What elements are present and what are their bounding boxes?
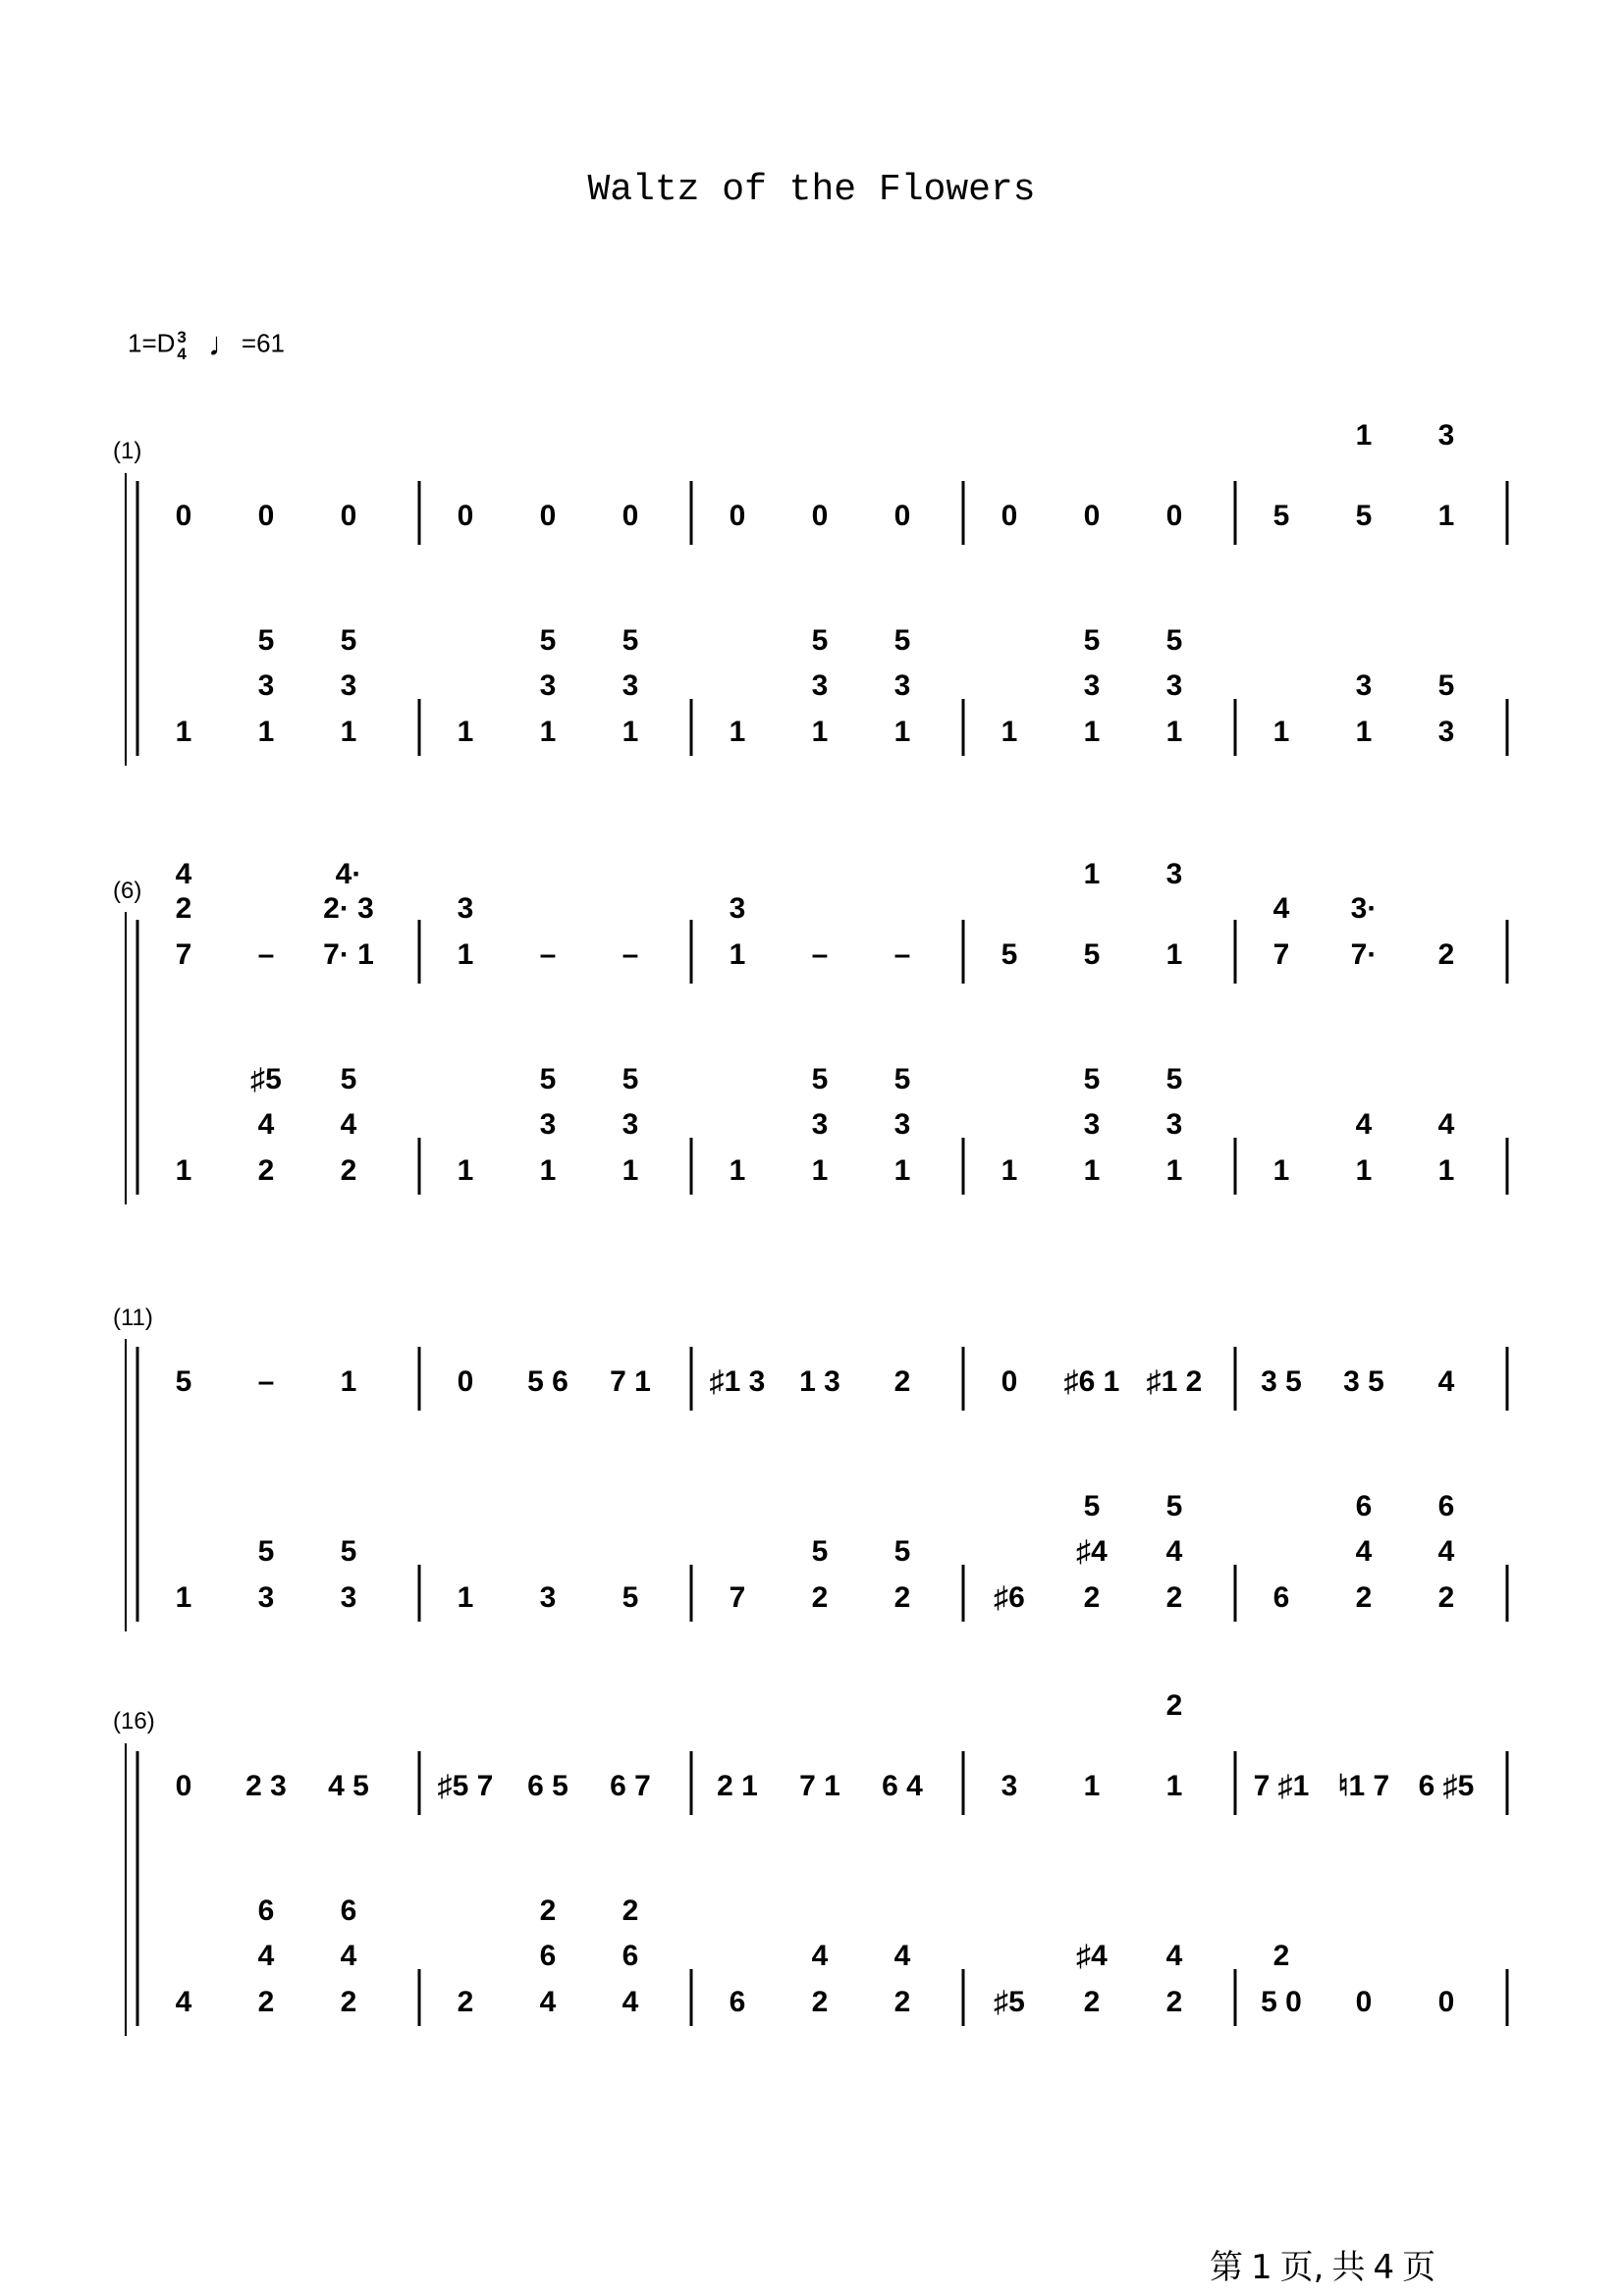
bass-note: 1 [1001, 716, 1018, 748]
time-signature-top: 3 [177, 327, 187, 347]
bass-note: ♯6 [994, 1581, 1025, 1614]
tempo: =61 [241, 328, 285, 358]
lower-top-note: 5 [1165, 1490, 1183, 1522]
upper-note: ♯6 1 [1063, 1365, 1120, 1398]
bass-note: 5 [622, 1581, 639, 1614]
lower-mid-note: 4 [340, 1108, 357, 1141]
upper-mid-note: 3· [1350, 892, 1378, 925]
bass-note: 2 [1437, 1581, 1455, 1614]
bass-note: 1 [811, 716, 829, 748]
footer-post: 页 [1402, 2248, 1436, 2287]
upper-note: – [539, 938, 557, 971]
score-title: Waltz of the Flowers [587, 169, 1036, 211]
upper-top-note: 3 [1437, 419, 1455, 452]
upper-note: 3 5 [1261, 1365, 1302, 1398]
bass-note: 1 [457, 716, 474, 748]
lower-mid-note: 3 [811, 1108, 829, 1141]
bass-note: 1 [340, 716, 357, 748]
bass-note: 0 [1437, 1986, 1455, 2018]
bass-note: 2 [1165, 1986, 1183, 2018]
page-footer [1210, 2240, 1443, 2288]
upper-note: 5 [1355, 500, 1373, 532]
upper-top-note: 4 [175, 858, 192, 890]
lower-top-note: 5 [622, 624, 639, 657]
upper-top-note: 2 [1165, 1689, 1183, 1722]
lower-top-note: 5 [1165, 624, 1183, 657]
lower-mid-note: 5 [340, 1535, 357, 1568]
bass-note: 1 [622, 1154, 639, 1187]
bass-note: 1 [1165, 716, 1183, 748]
bass-note: 1 [1272, 716, 1290, 748]
lower-mid-note: 3 [1083, 1108, 1101, 1141]
upper-note: – [257, 938, 275, 971]
bass-note: 6 [1272, 1581, 1290, 1614]
upper-note: 7· [1350, 938, 1378, 971]
lower-mid-note: 4 [811, 1940, 829, 1972]
lower-top-note: 5 [1083, 624, 1101, 657]
lower-mid-note: 6 [539, 1940, 557, 1972]
bass-note: 0 [1355, 1986, 1373, 2018]
time-signature-bottom: 4 [177, 344, 187, 363]
bass-note: 1 [1165, 1154, 1183, 1187]
upper-note: 0 [811, 500, 829, 532]
lower-mid-note: 3 [1355, 669, 1373, 702]
upper-note: 0 [539, 500, 557, 532]
lower-mid-note: 5 [811, 1535, 829, 1568]
footer-total-word: 共 [1331, 2248, 1366, 2287]
upper-mid-note: 4 [1272, 892, 1290, 925]
upper-note: 5 [1001, 938, 1018, 971]
lower-top-note: 6 [340, 1895, 357, 1927]
upper-note: 4 5 [328, 1770, 369, 1802]
lower-top-note: 5 [1083, 1490, 1101, 1522]
upper-note: 1 [457, 938, 474, 971]
system-label-1: (1) [113, 438, 142, 464]
lower-top-note: 5 [539, 1063, 557, 1095]
upper-note: 0 [1083, 500, 1101, 532]
bass-note: 1 [257, 716, 275, 748]
upper-note: 1 [1165, 1770, 1183, 1802]
upper-note: 0 [257, 500, 275, 532]
lower-mid-note: 5 [257, 1535, 275, 1568]
upper-note: ♯1 3 [709, 1365, 766, 1398]
upper-note: 1 [1165, 938, 1183, 971]
bass-note: 1 [175, 1154, 192, 1187]
system-label-3: (11) [113, 1305, 153, 1331]
upper-note: 7 1 [799, 1770, 840, 1802]
bass-note: 1 [893, 1154, 911, 1187]
lower-mid-note: 4 [257, 1940, 275, 1972]
lower-mid-note: 4 [1355, 1108, 1373, 1141]
upper-note: 6 7 [610, 1770, 651, 1802]
footer-pre: 第 [1210, 2248, 1243, 2287]
bass-note: 1 [1001, 1154, 1018, 1187]
upper-note: 0 [340, 500, 357, 532]
bass-note: 1 [1083, 716, 1101, 748]
bass-note: 1 [729, 716, 746, 748]
upper-note: ♯1 2 [1146, 1365, 1203, 1398]
bass-note: 2 [1083, 1986, 1101, 2018]
lower-top-note: 5 [811, 1063, 829, 1095]
lower-mid-note: 3 [1165, 669, 1183, 702]
lower-mid-note: 3 [811, 669, 829, 702]
upper-note: 5 [1272, 500, 1290, 532]
bass-note: 1 [1272, 1154, 1290, 1187]
upper-note: 1 [1437, 500, 1455, 532]
lower-top-note: 5 [622, 1063, 639, 1095]
lower-mid-note: 3 [893, 1108, 911, 1141]
upper-note: 4 [1437, 1365, 1455, 1398]
lower-mid-note: 4 [1165, 1535, 1183, 1568]
upper-note: 0 [175, 1770, 192, 1802]
upper-mid-note: 2· 3 [323, 892, 374, 925]
system-label-4: (16) [113, 1708, 155, 1735]
bass-note: 2 [893, 1986, 911, 2018]
bass-note: 1 [1437, 1154, 1455, 1187]
lower-mid-note: 4 [257, 1108, 275, 1141]
bass-note: 6 [729, 1986, 746, 2018]
bass-note: ♯5 [994, 1986, 1025, 2018]
lower-mid-note: 4 [1165, 1940, 1183, 1972]
upper-note: 7 [175, 938, 192, 971]
upper-note: 5 6 [527, 1365, 568, 1398]
upper-note: 2 [893, 1365, 911, 1398]
lower-top-note: 6 [257, 1895, 275, 1927]
bass-note: 2 [457, 1986, 474, 2018]
upper-note: 1 3 [799, 1365, 840, 1398]
bass-note: 1 [1355, 716, 1373, 748]
upper-note: 2 1 [717, 1770, 758, 1802]
lower-top-note: 5 [340, 624, 357, 657]
upper-note: 0 [1165, 500, 1183, 532]
lower-mid-note: 3 [1083, 669, 1101, 702]
upper-note: ♯5 7 [437, 1770, 494, 1802]
upper-mid-note: 3 [729, 892, 746, 925]
upper-note: 6 ♯5 [1418, 1770, 1475, 1802]
upper-note: – [622, 938, 639, 971]
lower-mid-note: 3 [622, 1108, 639, 1141]
upper-mid-note: 2 [175, 892, 192, 925]
upper-note: 1 [1083, 1770, 1101, 1802]
bass-note: 5 0 [1261, 1986, 1302, 2018]
lower-top-note: 2 [539, 1895, 557, 1927]
lower-mid-note: 3 [1165, 1108, 1183, 1141]
upper-note: 3 [1001, 1770, 1018, 1802]
upper-note: 2 [1437, 938, 1455, 971]
upper-note: 7 [1272, 938, 1290, 971]
quarter-note-icon: ♩ [207, 326, 242, 363]
key-signature: 1=D [128, 328, 176, 358]
lower-top-note: 5 [1165, 1063, 1183, 1095]
lower-top-note: 5 [257, 624, 275, 657]
bass-note: 2 [257, 1154, 275, 1187]
upper-note: 2 3 [245, 1770, 287, 1802]
bass-note: 3 [340, 1581, 357, 1614]
bass-note: 1 [729, 1154, 746, 1187]
upper-note: 7 1 [610, 1365, 651, 1398]
system-label-2: (6) [113, 878, 142, 904]
upper-note: – [893, 938, 911, 971]
bass-note: 2 [811, 1581, 829, 1614]
lower-top-note: 2 [622, 1895, 639, 1927]
upper-note: ♮1 7 [1337, 1770, 1390, 1802]
upper-note: – [257, 1365, 275, 1398]
bass-note: 7 [729, 1581, 746, 1614]
upper-note: 3 5 [1343, 1365, 1384, 1398]
upper-note: 0 [175, 500, 192, 532]
lower-mid-note: 4 [340, 1940, 357, 1972]
upper-note: 0 [622, 500, 639, 532]
lower-top-note: 5 [811, 624, 829, 657]
lower-mid-note: 5 [1437, 669, 1455, 702]
upper-note: 1 [729, 938, 746, 971]
lower-top-note: ♯5 [250, 1063, 282, 1095]
bass-note: 2 [893, 1581, 911, 1614]
footer-total-pages: 4 [1373, 2248, 1395, 2287]
bass-note: 1 [457, 1581, 474, 1614]
upper-mid-note: 3 [457, 892, 474, 925]
lower-mid-note: 4 [893, 1940, 911, 1972]
bass-note: 4 [175, 1986, 192, 2018]
bass-note: 3 [1437, 716, 1455, 748]
lower-top-note: 5 [1083, 1063, 1101, 1095]
footer-mid: 页, [1279, 2248, 1325, 2287]
bass-note: 1 [893, 716, 911, 748]
lower-top-note: 5 [893, 1063, 911, 1095]
upper-note: 0 [729, 500, 746, 532]
bass-note: 4 [539, 1986, 557, 2018]
upper-note: 0 [1001, 1365, 1018, 1398]
lower-mid-note: 4 [1437, 1108, 1455, 1141]
upper-note: 5 [175, 1365, 192, 1398]
lower-mid-note: 6 [622, 1940, 639, 1972]
upper-top-note: 4· [335, 858, 362, 890]
bass-note: 1 [811, 1154, 829, 1187]
lower-top-note: 5 [893, 624, 911, 657]
bass-note: 2 [811, 1986, 829, 2018]
bass-note: 3 [539, 1581, 557, 1614]
bass-note: 1 [622, 716, 639, 748]
lower-mid-note: 4 [1437, 1535, 1455, 1568]
upper-note: 5 [1083, 938, 1101, 971]
lower-top-note: 5 [539, 624, 557, 657]
lower-mid-note: 3 [539, 669, 557, 702]
upper-note: 7· 1 [323, 938, 374, 971]
upper-note: 0 [1001, 500, 1018, 532]
lower-mid-note: 3 [622, 669, 639, 702]
lower-mid-note: 5 [893, 1535, 911, 1568]
upper-note: – [811, 938, 829, 971]
bass-note: 1 [175, 716, 192, 748]
lower-top-note: 6 [1355, 1490, 1373, 1522]
upper-note: 6 5 [527, 1770, 568, 1802]
upper-note: 7 ♯1 [1253, 1770, 1310, 1802]
bass-note: 2 [1355, 1581, 1373, 1614]
bass-note: 3 [257, 1581, 275, 1614]
lower-mid-note: 3 [340, 669, 357, 702]
bass-note: 4 [622, 1986, 639, 2018]
upper-note: 1 [340, 1365, 357, 1398]
footer-page-number: 1 [1251, 2248, 1272, 2287]
upper-note: 0 [893, 500, 911, 532]
lower-mid-note: ♯4 [1076, 1940, 1108, 1972]
bass-note: 1 [1355, 1154, 1373, 1187]
lower-mid-note: ♯4 [1076, 1535, 1108, 1568]
lower-top-note: 5 [340, 1063, 357, 1095]
bass-note: 2 [1083, 1581, 1101, 1614]
bass-note: 1 [539, 1154, 557, 1187]
lower-mid-note: 3 [893, 669, 911, 702]
bass-note: 2 [257, 1986, 275, 2018]
upper-note: 6 4 [882, 1770, 923, 1802]
bass-note: 1 [1083, 1154, 1101, 1187]
bass-note: 1 [539, 716, 557, 748]
bass-note: 1 [457, 1154, 474, 1187]
upper-note: 0 [457, 500, 474, 532]
bass-note: 2 [1165, 1581, 1183, 1614]
lower-top-note: 6 [1437, 1490, 1455, 1522]
lower-mid-note: 3 [539, 1108, 557, 1141]
upper-top-note: 1 [1355, 419, 1373, 452]
upper-top-note: 1 [1083, 858, 1101, 890]
lower-mid-note: 4 [1355, 1535, 1373, 1568]
lower-mid-note: 2 [1272, 1940, 1290, 1972]
upper-note: 0 [457, 1365, 474, 1398]
bass-note: 1 [175, 1581, 192, 1614]
lower-mid-note: 3 [257, 669, 275, 702]
bass-note: 2 [340, 1154, 357, 1187]
upper-top-note: 3 [1165, 858, 1183, 890]
bass-note: 2 [340, 1986, 357, 2018]
